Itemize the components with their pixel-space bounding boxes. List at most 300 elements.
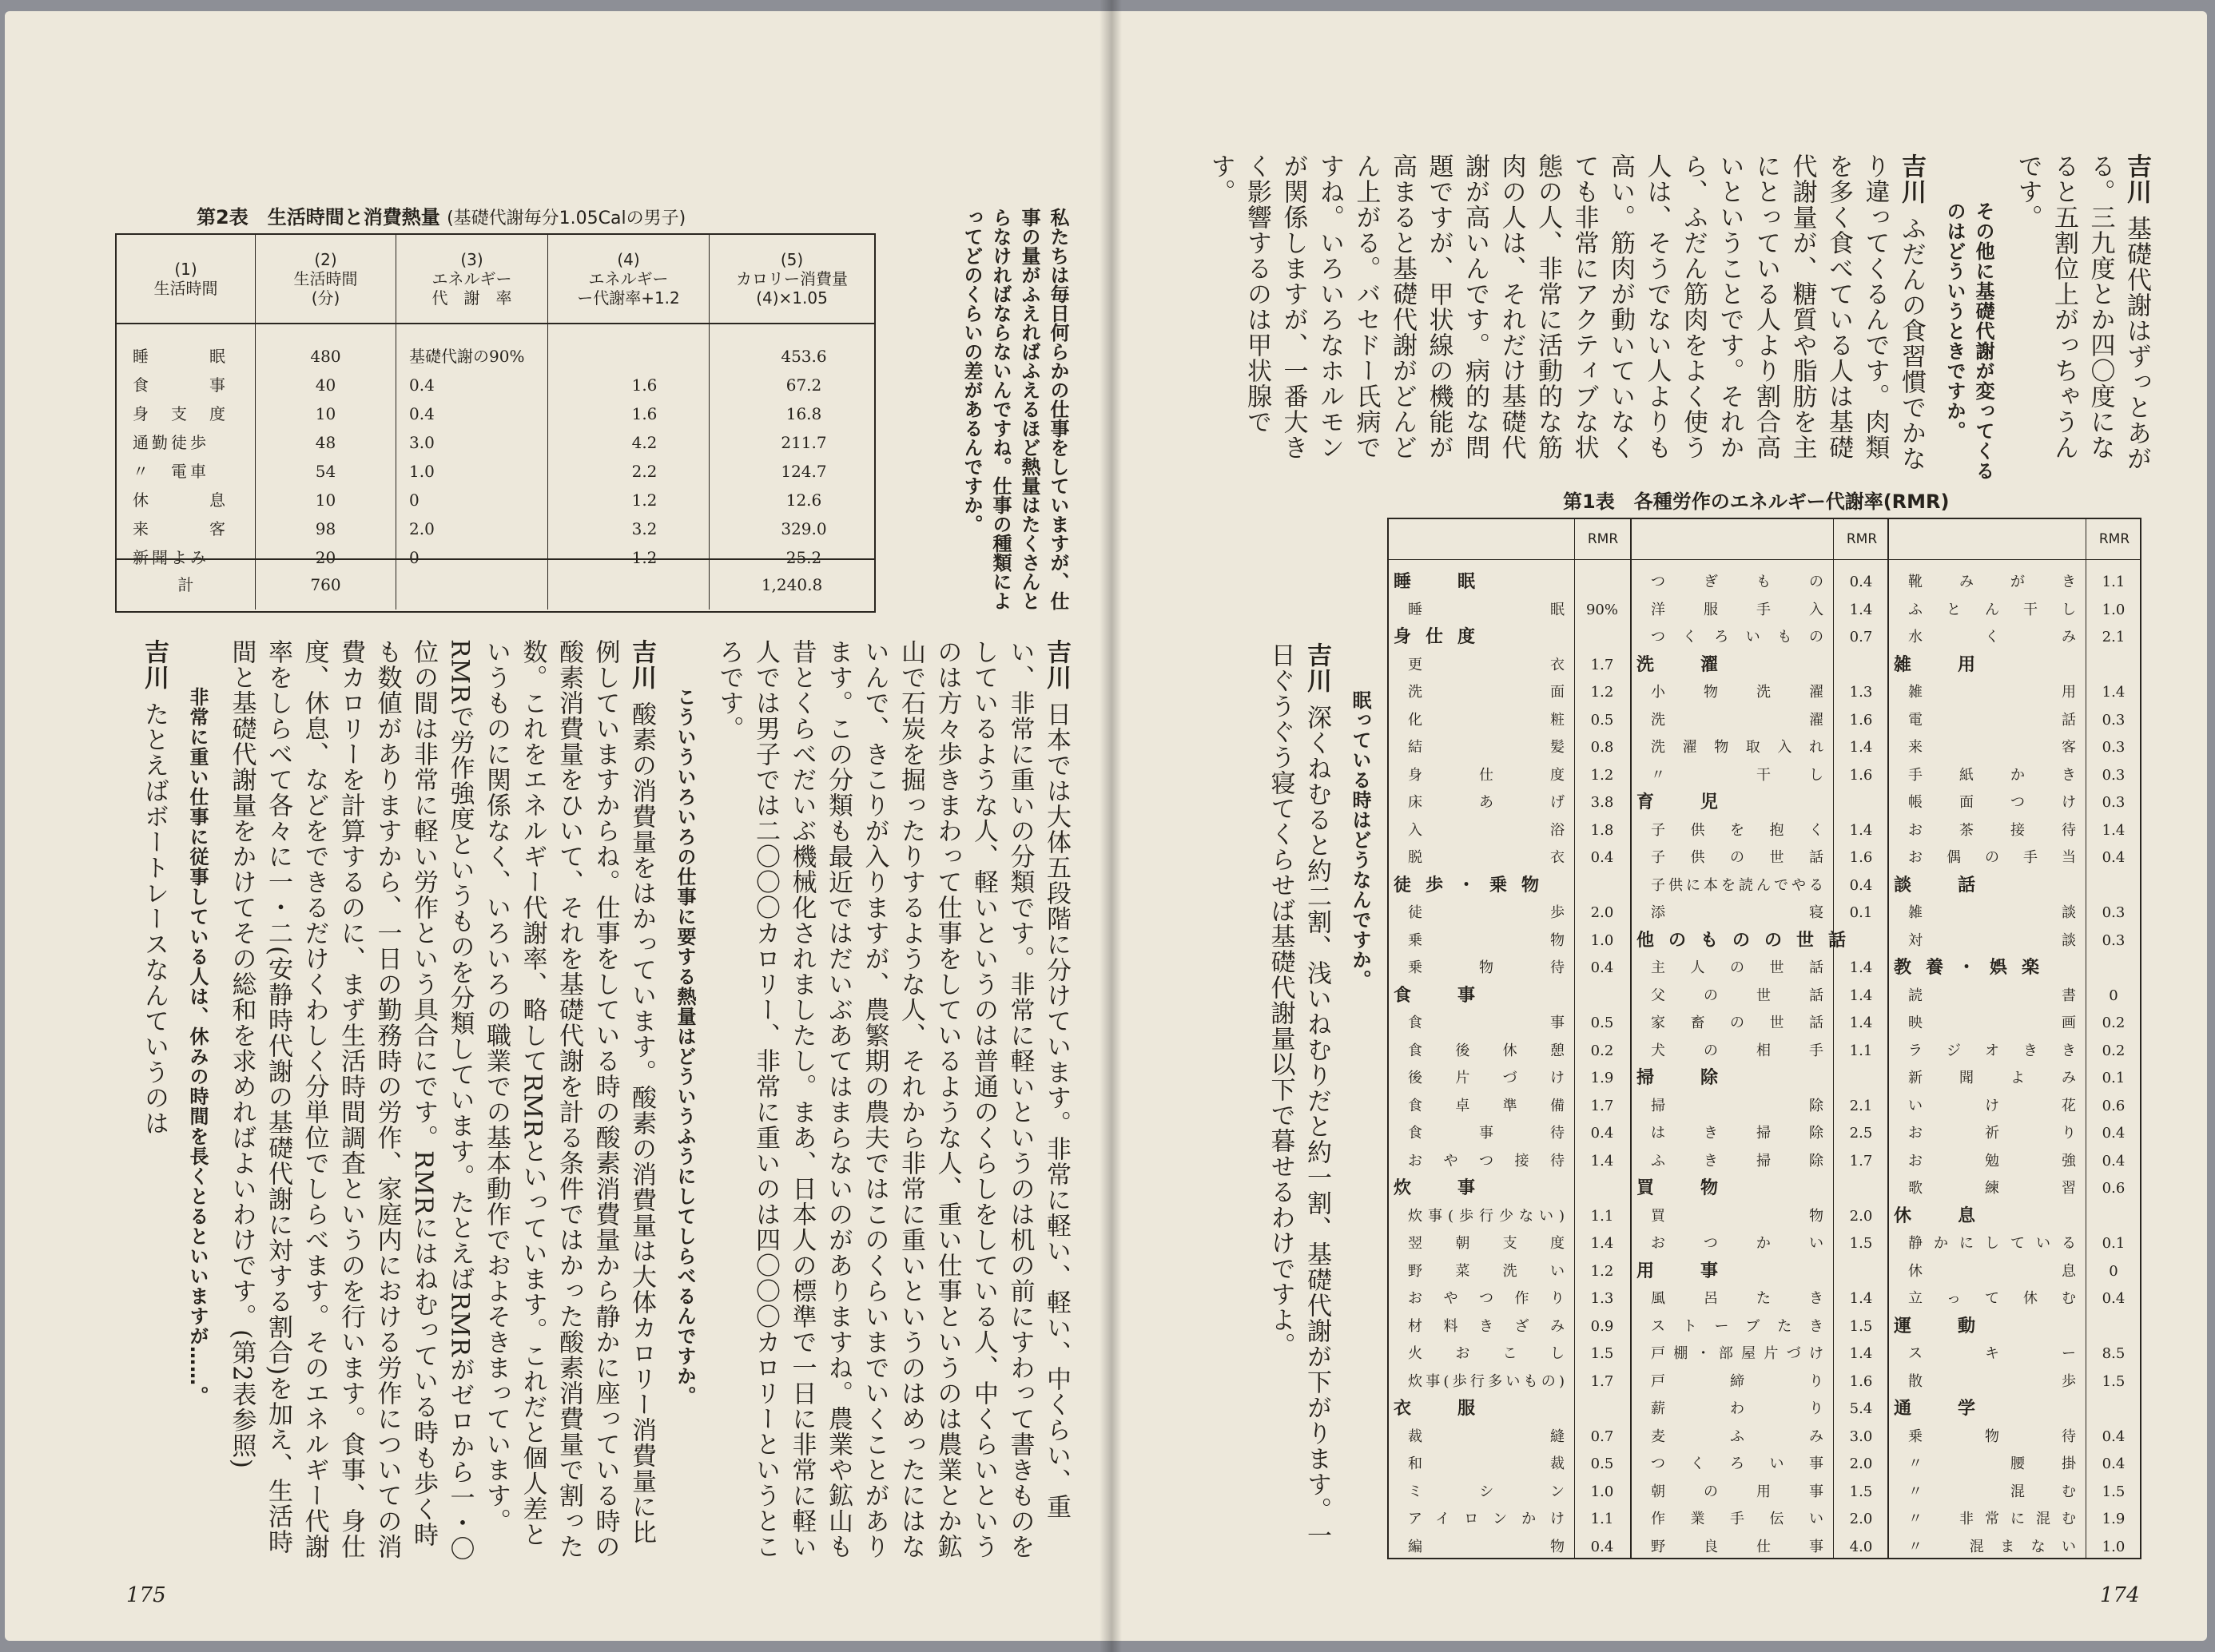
activity-name: 〃 混まない (1908, 1538, 2076, 1555)
table1-row (1389, 1230, 1630, 1258)
table2-header (548, 235, 710, 324)
table2-cell: 12.6 (785, 490, 822, 510)
table1-category (1632, 1175, 1887, 1203)
rmr-header: RMR (1833, 519, 1890, 559)
activity-name: おやつ接待 (1408, 1152, 1565, 1170)
speech-paragraph (223, 639, 659, 1566)
table2-cell: 通勤徒歩 (133, 433, 209, 452)
table1-row (1889, 1368, 2140, 1396)
rmr-value: 0.4 (2102, 1290, 2126, 1307)
rmr-value: 2.5 (1849, 1125, 1873, 1142)
activity-name: 雑用 (1908, 684, 2076, 701)
table1-category (1889, 1396, 2140, 1424)
table1-row (1889, 844, 2140, 872)
table2-cell: 基礎代謝の90% (409, 347, 525, 366)
rmr-value: 1.1 (2102, 574, 2126, 590)
table1-row (1632, 762, 1887, 790)
rmr-value: 1.6 (1849, 1372, 1873, 1390)
rmr-value: 0.4 (2102, 1152, 2126, 1170)
table2-total-cell: 760 (256, 560, 396, 610)
rmr-value: 1.4 (1849, 601, 1873, 618)
table2-cell: 48 (315, 433, 336, 452)
table1-row (1389, 789, 1630, 817)
activity-name: 徒歩 (1408, 904, 1565, 921)
activity-name: 朝の用事 (1651, 1483, 1823, 1500)
table1-row (1632, 844, 1887, 872)
table2-cell: 124.7 (781, 462, 827, 481)
table1-row (1632, 1396, 1887, 1424)
table1-row (1632, 817, 1887, 845)
category-label: 睡 眠 (1394, 572, 1490, 592)
table1-row (1632, 983, 1887, 1011)
activity-name: 〃 非常に混む (1908, 1511, 2076, 1527)
table2-header (256, 235, 396, 324)
table1-category (1389, 872, 1630, 900)
table2-cell: 98 (315, 519, 336, 538)
table1-row (1889, 1258, 2140, 1286)
table2-header (710, 235, 874, 324)
activity-name: 読書 (1908, 987, 2076, 1004)
table1-category (1889, 1313, 2140, 1341)
rmr-value: 0.5 (1590, 711, 1614, 729)
rmr-value: 1.1 (1590, 1511, 1614, 1527)
table1-row (1632, 679, 1887, 707)
table1-row (1632, 1148, 1887, 1176)
activity-name: 更衣 (1408, 656, 1565, 673)
table1-row (1632, 1424, 1887, 1451)
table2-cell: 1.2 (631, 490, 658, 510)
speaker-name: 吉川 (1897, 153, 1926, 205)
table1-row (1889, 1038, 2140, 1066)
table2-header (396, 235, 548, 324)
table2-cell: 0 (409, 548, 420, 567)
rmr-value: 0.1 (2102, 1235, 2126, 1252)
activity-name: 裁縫 (1408, 1428, 1565, 1445)
table2-cell: 16.8 (785, 404, 822, 423)
activity-name: 〃 腰掛 (1908, 1455, 2076, 1472)
speech-paragraph (136, 639, 173, 1566)
table1-row (1389, 1203, 1630, 1231)
table1-row (1389, 1065, 1630, 1093)
activity-name: 火おこし (1408, 1345, 1565, 1362)
rmr-value: 2.0 (1849, 1455, 1873, 1472)
activity-name: ラジオきき (1908, 1042, 2076, 1059)
table1-row (1389, 1093, 1630, 1121)
activity-name: 掃除 (1651, 1097, 1823, 1114)
table1-row (1632, 1285, 1887, 1313)
category-label: 炊 事 (1394, 1178, 1490, 1198)
table1-rows (1389, 569, 1630, 1561)
header-num: (1) (174, 260, 197, 279)
table1-row (1389, 1340, 1630, 1368)
rmr-value: 2.0 (1590, 904, 1614, 921)
table1-row (1889, 734, 2140, 762)
table1-row (1632, 1230, 1887, 1258)
table2-cell: 329.0 (781, 519, 827, 538)
table1-header-row (1889, 519, 2140, 560)
activity-name: 〃 干し (1651, 766, 1823, 784)
rmr-value: 0.5 (1590, 1015, 1614, 1031)
table1-row (1389, 1506, 1630, 1534)
activity-name: 和裁 (1408, 1455, 1565, 1472)
rmr-value: 1.6 (1849, 849, 1873, 866)
left-page (5, 11, 1111, 1641)
question-paragraph (1940, 153, 1998, 482)
table1-row (1889, 624, 2140, 652)
activity-name: つぎもの (1651, 574, 1823, 590)
rmr-value: 0.3 (2102, 904, 2126, 921)
activity-name: 脱衣 (1408, 849, 1565, 866)
table1-row (1632, 1534, 1887, 1562)
table1-row (1389, 762, 1630, 790)
rmr-value: 1.5 (1849, 1317, 1873, 1335)
category-label: 通 学 (1894, 1399, 1990, 1419)
activity-name: 薪わり (1651, 1400, 1823, 1417)
rmr-value: 1.0 (1590, 1483, 1614, 1500)
table2-cell: 休 息 (133, 490, 229, 510)
table2-cell: 1.6 (631, 375, 658, 395)
speaker-name: 吉川 (1042, 639, 1071, 690)
rmr-value: 0.1 (1849, 904, 1873, 921)
rmr-value: 1.5 (2102, 1372, 2126, 1390)
table1-row (1889, 597, 2140, 625)
table1-category (1632, 927, 1887, 955)
table1-row (1389, 707, 1630, 735)
category-label: 掃 除 (1636, 1068, 1733, 1088)
header-label2: (分) (311, 288, 340, 308)
header-label: 生活時間 (153, 279, 218, 298)
activity-name: 入浴 (1408, 821, 1565, 839)
question-text: その他に基礎代謝が変ってくるのはどういうときですか。 (1943, 201, 1994, 481)
rmr-value: 1.4 (1849, 959, 1873, 976)
table2-cell: 25.2 (785, 548, 822, 567)
table2-cell (548, 342, 709, 371)
activity-name: 炊事(歩行多いもの) (1408, 1372, 1565, 1390)
table1-row (1632, 707, 1887, 735)
table1 (1387, 518, 2141, 1559)
table1-header-row (1389, 519, 1630, 560)
activity-name: 手紙かき (1908, 766, 2076, 784)
table2-cell: 1.0 (409, 462, 435, 481)
rmr-value: 1.6 (1849, 766, 1873, 784)
rmr-header: RMR (2086, 519, 2142, 559)
category-label: 教養・娯楽 (1894, 958, 2054, 978)
category-label: 休 息 (1894, 1205, 1990, 1226)
activity-name: 洋服手入 (1651, 601, 1823, 618)
rmr-value: 0 (2109, 987, 2118, 1004)
activity-name: 食卓準備 (1408, 1097, 1565, 1114)
table2-cell: 3.2 (631, 519, 658, 538)
activity-name: 電話 (1908, 711, 2076, 729)
activity-name: 来客 (1908, 739, 2076, 756)
table1-row (1389, 1120, 1630, 1148)
table2-cell: 0 (409, 490, 420, 510)
table1-row (1632, 1038, 1887, 1066)
table1-row (1389, 1038, 1630, 1066)
header-label: エネルギー (431, 269, 512, 288)
table1-row (1389, 1148, 1630, 1176)
rmr-value: 1.4 (1849, 987, 1873, 1004)
rmr-value: 1.4 (1590, 1152, 1614, 1170)
table1-row (1632, 1368, 1887, 1396)
rmr-value: 1.7 (1590, 656, 1614, 673)
activity-name: 洗面 (1408, 684, 1565, 701)
table1-row (1389, 817, 1630, 845)
rmr-value: 2.0 (1849, 1207, 1873, 1225)
table1-category (1889, 955, 2140, 983)
table1-row (1889, 983, 2140, 1011)
speaker-name: 吉川 (140, 639, 169, 690)
table1-row (1389, 597, 1630, 625)
rmr-value: 1.4 (1849, 1345, 1873, 1362)
category-label: 衣 服 (1394, 1399, 1490, 1419)
page-number-right: 174 (2100, 1583, 2140, 1607)
rmr-value: 1.0 (2102, 601, 2126, 618)
rmr-value: 1.2 (1590, 684, 1614, 701)
activity-name: 結髪 (1408, 739, 1565, 756)
table1-row (1889, 1065, 2140, 1093)
rmr-value: 2.1 (2102, 629, 2126, 645)
rmr-value: 1.4 (2102, 821, 2126, 839)
table1-row (1889, 1340, 2140, 1368)
activity-name: 犬の相手 (1651, 1042, 1823, 1059)
table2-column (256, 324, 396, 567)
activity-name: 静かにしている (1908, 1235, 2076, 1252)
table2-total-cell (548, 560, 710, 610)
activity-name: ストーブたき (1651, 1317, 1823, 1335)
table2-total-cell: 1,240.8 (761, 575, 823, 594)
activity-name: つくろい事 (1651, 1455, 1823, 1472)
rmr-value: 1.1 (1590, 1207, 1614, 1225)
table2-cell: 10 (315, 490, 336, 510)
rmr-header: RMR (1574, 519, 1631, 559)
table1-row (1632, 1203, 1887, 1231)
speech-paragraph (1262, 642, 1334, 1561)
table2-cell: 67.2 (785, 375, 822, 395)
header-num: (2) (314, 250, 337, 269)
activity-name: 編物 (1408, 1538, 1565, 1555)
table2-cell: 睡 眠 (133, 347, 229, 366)
header-num: (3) (460, 250, 483, 269)
rmr-value: 90% (1585, 601, 1618, 618)
rmr-value: 1.9 (1590, 1070, 1614, 1086)
table1-column (1887, 519, 2140, 1558)
rmr-value: 1.7 (1849, 1152, 1873, 1170)
activity-name: 化粧 (1408, 711, 1565, 729)
rmr-value: 0.2 (1590, 1042, 1614, 1059)
table1-row (1389, 1258, 1630, 1286)
rmr-value: 1.5 (1590, 1345, 1614, 1362)
table2-caption: 第2表 生活時間と消費熱量 (基礎代謝毎分1.05Calの男子) (197, 206, 686, 228)
table1-category (1889, 872, 2140, 900)
table2-cell: 1.2 (631, 548, 658, 567)
activity-name: 作業手伝い (1651, 1511, 1823, 1527)
table1-row (1889, 1479, 2140, 1507)
activity-name: 野良仕事 (1651, 1538, 1823, 1555)
rmr-value: 0.4 (2102, 849, 2126, 866)
activity-name: 睡眠 (1408, 601, 1565, 618)
activity-name: 休息 (1908, 1262, 2076, 1280)
rmr-value: 1.8 (1590, 821, 1614, 839)
table1-row (1889, 1093, 2140, 1121)
activity-name: 麦ふみ (1651, 1428, 1823, 1445)
table1-row (1389, 679, 1630, 707)
table1-category (1389, 624, 1630, 652)
rmr-value: 0.4 (2102, 1125, 2126, 1142)
rmr-value: 0.5 (1590, 1455, 1614, 1472)
activity-name: 洗濯物取入れ (1651, 739, 1823, 756)
table1-row (1889, 927, 2140, 955)
rmr-value: 1.4 (1849, 1290, 1873, 1307)
activity-name: 翌朝支度 (1408, 1235, 1565, 1252)
table1-row (1632, 872, 1887, 900)
rmr-value: 1.4 (1849, 739, 1873, 756)
rmr-value: 0.3 (2102, 739, 2126, 756)
activity-name: ふとん干し (1908, 601, 2076, 618)
table2-column (548, 324, 710, 567)
table1-row (1632, 569, 1887, 597)
rmr-value: 0.4 (1590, 1538, 1614, 1555)
table1-row (1889, 679, 2140, 707)
activity-name: 主人の世話 (1651, 959, 1823, 976)
table2-column (117, 324, 256, 567)
rmr-value: 0.4 (1849, 574, 1873, 590)
rmr-value: 0.9 (1590, 1317, 1614, 1335)
category-label: 談 話 (1894, 875, 1990, 895)
table1-row (1389, 899, 1630, 927)
table1-row (1889, 1451, 2140, 1479)
activity-name: 添寝 (1651, 904, 1823, 921)
book-gutter (1100, 0, 1122, 1652)
table1-row (1632, 1093, 1887, 1121)
table1-column (1389, 519, 1630, 1558)
rmr-value: 0.4 (1590, 849, 1614, 866)
table2-cell: 3.0 (409, 433, 435, 452)
rmr-value: 1.0 (2102, 1538, 2126, 1555)
upper-question: 私たちは毎日何らかの仕事をしていますが、仕事の量がふえればふえるほど熱量はたくさんとらなければならないんですね。仕事の種類によってどのくらいの差があるんですか。 (960, 208, 1069, 610)
question-paragraph (1346, 642, 1374, 1561)
rmr-value: 0.3 (2102, 711, 2126, 729)
table1-row (1389, 1451, 1630, 1479)
table2-total-row (117, 558, 874, 611)
rmr-value: 0 (2109, 1262, 2118, 1280)
activity-name: 対談 (1908, 931, 2076, 949)
table1-row (1389, 1424, 1630, 1451)
table1-row (1632, 1313, 1887, 1341)
table1-row (1889, 1230, 2140, 1258)
table1-category (1632, 1258, 1887, 1286)
speech-paragraph (1202, 153, 1929, 482)
table1-row (1389, 844, 1630, 872)
rmr-value: 0.4 (1590, 1125, 1614, 1142)
table1-category (1632, 1065, 1887, 1093)
speech-text: 深くねむると約二割、浅いねむりだと約一割、基礎代謝が下がります。一日ぐうぐう寝てくらせば基礎代謝量以下で暮せるわけですよ。 (1266, 642, 1331, 1548)
rmr-value: 8.5 (2102, 1345, 2126, 1362)
right-page (1111, 11, 2207, 1641)
table1-row (1889, 1010, 2140, 1038)
activity-name: アイロンかけ (1408, 1511, 1565, 1527)
table1-row (1632, 1506, 1887, 1534)
activity-name: おつかい (1651, 1235, 1823, 1252)
activity-name: いけ花 (1908, 1097, 2076, 1114)
question-text: 眠っている時はどうなんですか。 (1349, 690, 1371, 990)
table2 (115, 233, 876, 613)
rmr-value: 1.1 (1849, 1042, 1873, 1059)
activity-name: 材料きざみ (1408, 1317, 1565, 1335)
table1-row (1889, 1534, 2140, 1562)
table1-row (1389, 927, 1630, 955)
activity-name: 雑談 (1908, 904, 2076, 921)
activity-name: 映画 (1908, 1015, 2076, 1031)
table2-cell: 2.0 (409, 519, 435, 538)
table1-category (1632, 789, 1887, 817)
rmr-value: 1.2 (1590, 766, 1614, 784)
table1-row (1389, 1285, 1630, 1313)
activity-name: 新聞よみ (1908, 1070, 2076, 1086)
table1-row (1632, 955, 1887, 983)
activity-name: 野菜洗い (1408, 1262, 1565, 1280)
table1-row (1632, 1451, 1887, 1479)
table2-header (117, 235, 256, 324)
activity-name: 散歩 (1908, 1372, 2076, 1390)
table1-category (1632, 652, 1887, 680)
rmr-value: 2.0 (1849, 1511, 1873, 1527)
table1-row (1889, 817, 2140, 845)
table1-row (1889, 1506, 2140, 1534)
activity-name: 子供を抱く (1651, 821, 1823, 839)
table2-total-cell: 計 (117, 560, 256, 610)
table1-header-row (1632, 519, 1887, 560)
rmr-value: 1.9 (2102, 1511, 2126, 1527)
rmr-value: 1.4 (1849, 821, 1873, 839)
table1-category (1389, 1396, 1630, 1424)
header-label2: (4)×1.05 (756, 288, 828, 308)
activity-name: お祈り (1908, 1125, 2076, 1142)
table1-row (1632, 899, 1887, 927)
rmr-value: 0.4 (2102, 1455, 2126, 1472)
activity-name: 洗濯 (1651, 711, 1823, 729)
table1-rows (1889, 569, 2140, 1561)
category-label: 食 事 (1394, 985, 1490, 1006)
header-num: (4) (617, 250, 640, 269)
category-label: 身仕度 (1394, 627, 1490, 647)
table1-row (1889, 789, 2140, 817)
table1-row (1889, 1148, 2140, 1176)
activity-name: 子供に本を読んでやる (1651, 876, 1823, 894)
activity-name: 〃 混む (1908, 1483, 2076, 1500)
activity-name: 水くみ (1908, 629, 2076, 645)
header-label2: 代 謝 率 (431, 288, 512, 308)
table1-row (1389, 1313, 1630, 1341)
activity-name: 炊事(歩行少ない) (1408, 1207, 1565, 1225)
activity-name: 家畜の世話 (1651, 1015, 1823, 1031)
rmr-value: 3.8 (1590, 794, 1614, 811)
activity-name: 乗物待 (1908, 1428, 2076, 1445)
table2-cell: 10 (315, 404, 336, 423)
activity-name: 食後休憩 (1408, 1042, 1565, 1059)
activity-name: つくろいもの (1651, 629, 1823, 645)
table1-category (1889, 1203, 2140, 1231)
speaker-name: 吉川 (627, 639, 656, 690)
rmr-value: 0.7 (1849, 629, 1873, 645)
rmr-value: 1.3 (1590, 1290, 1614, 1307)
table2-cell: 0.4 (409, 375, 435, 395)
table1-rows (1632, 569, 1887, 1561)
table2-cell: 新聞よみ (133, 548, 209, 567)
table1-row (1632, 624, 1887, 652)
activity-name: はき掃除 (1651, 1125, 1823, 1142)
activity-name: 歌練習 (1908, 1180, 2076, 1197)
